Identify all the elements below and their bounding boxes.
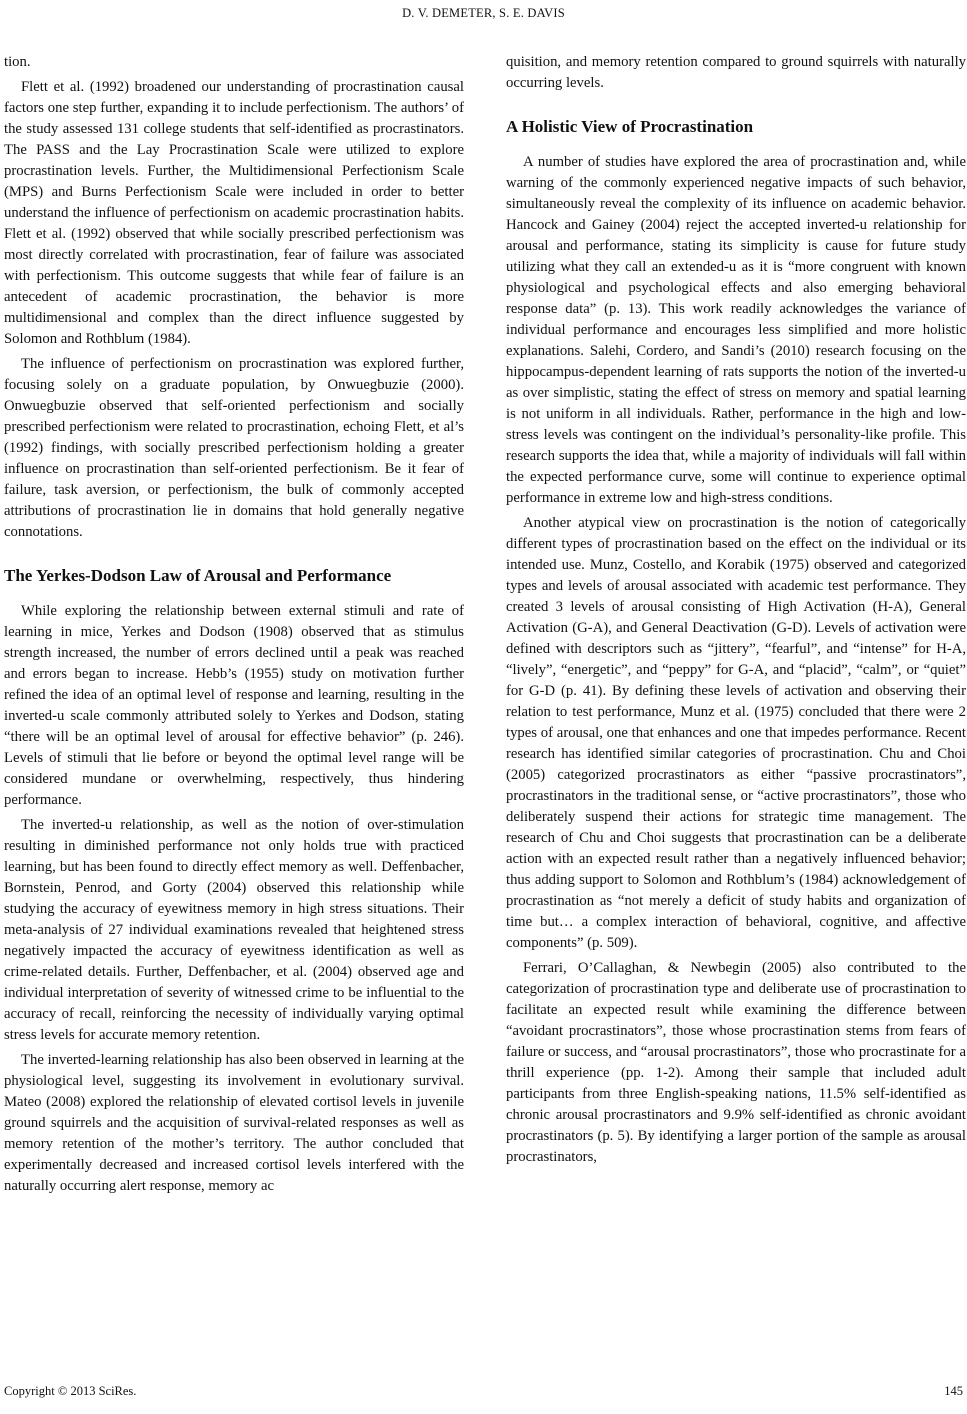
page-number: 145: [944, 1384, 963, 1398]
copyright-notice: Copyright © 2013 SciRes.: [4, 1384, 137, 1398]
paragraph: The inverted-learning relationship has also been observed in learning at the physiological level, suggesting its involvement in evolutionary survival. Mateo (2008) explored the relationship of elevated cortisol levels in juvenile ground squirrels and the acquisition of survival-related responses as well as memory retention of the mother’s territory. The author concluded that experimentally decreased and increased cortisol levels interfered with the naturally occurring alert response, memory ac: [4, 1052, 464, 1194]
running-head: D. V. DEMETER, S. E. DAVIS: [402, 6, 565, 20]
paragraph: A number of studies have explored the area of procrastination and, while warning of the commonly experienced negative impacts of such behavior, simultaneously reveal the complexity of its influence on academic behavior. Hancock and Gainey (2004) reject the accepted inverted-u relationship for arousal and performance, stating its simplicity is cause for future study utilizing what they call an extended-u as it is “more congruent with known physiological and psychological effects and also emerging behavioral response data” (p. 13). This work readily acknowledges the variance of individual performance and encourages less simplified and more holistic explanations. Salehi, Cordero, and Sandi’s (2010) research focusing on the hippocampus-dependent learning of rats supports the notion of the inverted-u as over simplistic, stating the effect of stress on memory and spatial learning is not uniform in all individuals. Rather, performance in the high and low-stress levels was contingent on the individual’s personality-like profile. This research supports the idea that, while a majority of individuals will fall within the expected performance curve, some will continue to experience optimal performance in extreme low and high-stress conditions.: [506, 154, 966, 506]
section-heading: A Holistic View of Procrastination: [506, 117, 754, 136]
section-heading: The Yerkes-Dodson Law of Arousal and Performance: [4, 566, 392, 585]
left-column: [4, 52, 464, 1197]
paragraph: Ferrari, O’Callaghan, & Newbegin (2005) also contributed to the categorization of procrastination type and deliberate use of procrastination to facilitate an expected result while examining the difference between “avoidant procrastinators”, those whose procrastination stems from fears of failure or success, and “arousal procrastinators”, those who procrastinate for a thrill experience (pp. 1-2). Among their sample that included adult participants from three English-speaking nations, 11.5% self-identified as chronic arousal procrastinators and 9.9% self-identified as chronic avoidant procrastinators (p. 5). By identifying a larger portion of the sample as arousal procrastinators,: [506, 960, 966, 1165]
right-column: [506, 52, 966, 1168]
paragraph: quisition, and memory retention compared to ground squirrels with naturally occurring levels.: [506, 54, 966, 91]
paragraph: The influence of perfectionism on procrastination was explored further, focusing solely on a graduate population, by Onwuegbuzie (2000). Onwuegbuzie observed that self-oriented perfectionism and socially prescribed perfectionism were related to procrastination, echoing Flett, et al’s (1992) findings, with socially prescribed perfectionism holding a greater influence on procrastination than self-oriented perfectionism. Be it fear of failure, task aversion, or perfectionism, the bulk of commonly accepted attributions of procrastination lie in domains that hold generally negative connotations.: [4, 356, 464, 540]
paragraph: The inverted-u relationship, as well as the notion of over-stimulation resulting in diminished performance not only holds true with practiced learning, but has been found to directly effect memory as well. Deffenbacher, Bornstein, Penrod, and Gorty (2004) observed this relationship while studying the accuracy of eyewitness memory in high stress situations. Their meta-analysis of 27 individual examinations revealed that heightened stress negatively impacted the accuracy of eyewitness identification as well as crime-related details. Further, Deffenbacher, et al. (2004) observed age and individual interpretation of severity of witnessed crime to be influential to the accuracy of recall, reinforcing the necessity of individually varying optimal stress levels for accurate memory retention.: [4, 817, 464, 1043]
paragraph: Another atypical view on procrastination is the notion of categorically different types of procrastination based on the effect on the individual or its intended use. Munz, Costello, and Korabik (1975) observed and categorized types and levels of arousal associated with academic test performance. They created 3 levels of arousal consisting of High Activation (H-A), General Activation (G-A), and General Deactivation (G-D). Levels of activation were defined with descriptors such as “jittery”, “fearful”, and “intense” for H-A, “lively”, “energetic”, and “peppy” for G-A, and “placid”, “calm”, or “quiet” for G-D (p. 41). By defining these levels of activation and observing their relation to test performance, Munz et al. (1975) concluded that there were 2 types of arousal, one that enhances and one that impedes performance. Recent research has identified similar categories of procrastination. Chu and Choi (2005) categorized procrastinators as either “passive procrastinators”, procrastinators in the traditional sense, or “active procrastinators”, those who deliberately suspend their actions for strategic time management. The research of Chu and Choi suggests that procrastination can be a deliberate action with an expected result rather than a negatively influenced behavior; thus adding support to Solomon and Rothblum’s (1984) acknowledgement of procrastination as “not merely a deficit of study habits and organization of time but… a complex interaction of behavioral, cognitive, and affective components” (p. 509).: [506, 515, 966, 951]
paragraph: Flett et al. (1992) broadened our understanding of procrastination causal factors one step further, expanding it to include perfectionism. The authors’ of the study assessed 131 college students that self-identified as procrastinators. The PASS and the Lay Procrastination Scale were utilized to explore procrastination levels. Further, the Multidimensional Perfectionism Scale (MPS) and Burns Perfectionism Scale were included in order to better understand the influence of perfectionism on academic procrastination habits. Flett et al. (1992) observed that while socially prescribed perfectionism was most directly correlated with procrastination, fear of failure was associated with perfectionism. This outcome suggests that while fear of failure is an antecedent of academic procrastination, the behavior is more multidimensional and complex than the direct influence suggested by Solomon and Rothblum (1984).: [4, 79, 464, 347]
paragraph: While exploring the relationship between external stimuli and rate of learning in mice, Yerkes and Dodson (1908) observed that as stimulus strength increased, the number of errors declined until a peak was reached and errors began to increase. Hebb’s (1955) study on motivation further refined the idea of an optimal level of response and learning, resulting in the inverted-u scale commonly attributed solely to Yerkes and Dodson, stating “there will be an optimal level of arousal for effective behavior” (p. 246). Levels of stimuli that lie before or beyond the optimal level range will be considered mundane or overwhelming, respectively, thus hindering performance.: [4, 603, 464, 808]
paragraph: tion.: [4, 54, 31, 70]
